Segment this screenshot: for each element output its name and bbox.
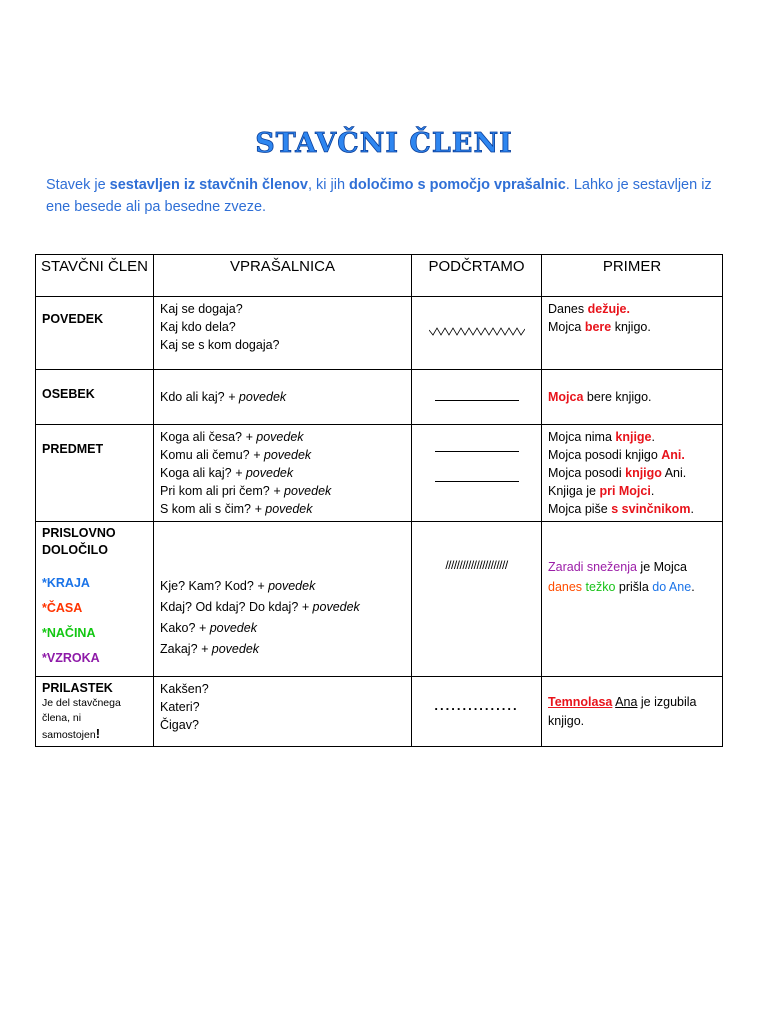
text: Knjiga je [548,484,600,498]
highlight: knjige [615,430,652,444]
questions-prislovno [154,522,412,677]
type-vzroka: *VZROKA [42,651,100,665]
example [548,318,716,336]
question: Kaj se dogaja? [160,302,243,316]
row-label-povedek [36,297,154,370]
questions-povedek [154,297,412,370]
header-podcrtamo: PODČRTAMO [412,255,542,297]
intro-bold: sestavljen iz stavčnih členov [109,177,308,193]
text: Pri kom ali pri čem? [160,484,274,498]
label-text: OSEBEK [42,387,95,401]
note: Je del stavčnega [42,697,121,709]
text: bere knjigo. [583,390,652,404]
line-icon [435,481,519,482]
text: Mojca posodi knjigo [548,448,662,462]
text: Mojca posodi [548,466,626,480]
questions-prilastek [154,677,412,747]
text: je izgubila knjigo. [548,694,697,728]
note: člena, ni [42,712,82,724]
intro-text: Stavek je [46,177,110,193]
line-icon [435,400,519,401]
table-row [36,370,723,425]
exclamation: ! [95,726,101,741]
example [548,300,716,318]
questions-predmet [154,425,412,522]
sentence-parts-table [35,254,723,747]
text: Mojca piše [548,502,612,516]
highlight: knjigo [625,466,662,480]
highlight: dežuje. [587,302,630,316]
text: Mojca nima [548,430,616,444]
type-nacina: *NAČINA [42,626,96,640]
example [548,446,716,464]
question: Kakšen? [160,682,209,696]
note [42,726,147,743]
text: Kako? [160,621,199,635]
text: Ani. [661,466,687,480]
intro-paragraph [46,174,736,218]
suffix: + povedek [257,579,316,593]
wavy-line-icon [429,324,525,338]
question [160,618,405,639]
label-text: PRISLOVNO [42,526,116,540]
underlined-text: Ana [615,694,638,709]
text: Koga ali česa? [160,430,246,444]
text: samostojen [42,729,96,741]
question: Kaj kdo dela? [160,320,236,334]
vzroka-text: Zaradi sneženja [548,560,637,574]
intro-text: . Lahko je sestavljen iz ene besede ali pa besedne zveze. [46,177,712,215]
table-row [36,522,723,677]
straight-underline-mark [412,370,542,425]
suffix: + povedek [201,642,260,656]
suffix: + povedek [254,502,313,516]
suffix: + povedek [245,430,304,444]
table-row [36,425,723,522]
dotted-underline-mark [412,677,542,747]
text: Koga ali kaj? [160,466,236,480]
text: Mojca [548,320,585,334]
question [160,464,405,482]
intro-text: , ki jih [307,177,350,193]
example [548,428,716,446]
question [160,639,405,660]
question-suffix: + povedek [228,390,287,404]
question [160,597,405,618]
text: prišla [615,580,653,594]
text: . [651,430,655,444]
examples-prislovno [542,522,723,677]
header-primer: PRIMER [542,255,723,297]
suffix: + povedek [273,484,332,498]
row-label-predmet [36,425,154,522]
slash-line-icon: ////////////////////// [445,558,508,572]
text: . [690,502,694,516]
text: Kje? Kam? Kod? [160,579,258,593]
table-header-row [36,255,723,297]
question [160,576,405,597]
example [548,557,716,597]
examples-prilastek [542,677,723,747]
question: Čigav? [160,718,199,732]
slash-underline-mark [412,522,542,677]
text: Danes [548,302,588,316]
row-label-prilastek [36,677,154,747]
line-icon [435,451,519,452]
question [160,446,405,464]
label-text: POVEDEK [42,311,104,326]
highlight: Ani. [661,448,685,462]
type-kraja: *KRAJA [42,576,90,590]
text: je Mojca [636,560,687,574]
suffix: + povedek [198,621,257,635]
row-label-prislovno [36,522,154,677]
nacina-text: težko [582,580,616,594]
examples-osebek [542,370,723,425]
suffix: + povedek [235,466,294,480]
highlight: Temnolasa [548,694,613,709]
text: Zakaj? [160,642,201,656]
text: knjigo. [611,320,651,334]
example [548,500,716,518]
highlight: bere [584,320,612,334]
table-row [36,677,723,747]
example [548,464,716,482]
question [160,482,405,500]
highlight: pri Mojci [599,484,651,498]
wavy-underline-mark [412,297,542,370]
highlight: Mojca [548,390,584,404]
example [548,482,716,500]
questions-osebek [154,370,412,425]
header-vprasalnica: VPRAŠALNICA [154,255,412,297]
table-row [36,297,723,370]
page-title: STAVČNI ČLENI [255,128,513,159]
highlight: s svinčnikom [611,502,691,516]
text: Komu ali čemu? [160,448,254,462]
label-text: PREDMET [42,442,104,456]
label-text: DOLOČILO [42,543,108,557]
casa-text: danes [548,580,583,594]
text: S kom ali s čim? [160,502,255,516]
suffix: + povedek [301,600,360,614]
question [160,500,405,518]
row-label-osebek [36,370,154,425]
text: . [691,580,695,594]
kraja-text: do Ane [652,580,692,594]
text: Kdaj? Od kdaj? Do kdaj? [160,600,302,614]
double-underline-mark [412,425,542,522]
question: Kdo ali kaj? [160,390,229,404]
header-clen: STAVČNI ČLEN [36,255,154,297]
label-text: PRILASTEK [42,681,113,695]
dotted-line-icon: ............... [434,698,519,713]
suffix: + povedek [253,448,312,462]
question: Kaj se s kom dogaja? [160,338,280,352]
question [160,428,405,446]
intro-bold: določimo s pomočjo vprašalnic [349,177,566,193]
examples-povedek [542,297,723,370]
text: . [650,484,655,498]
question: Kateri? [160,700,200,714]
type-casa: *ČASA [42,601,83,615]
examples-predmet [542,425,723,522]
